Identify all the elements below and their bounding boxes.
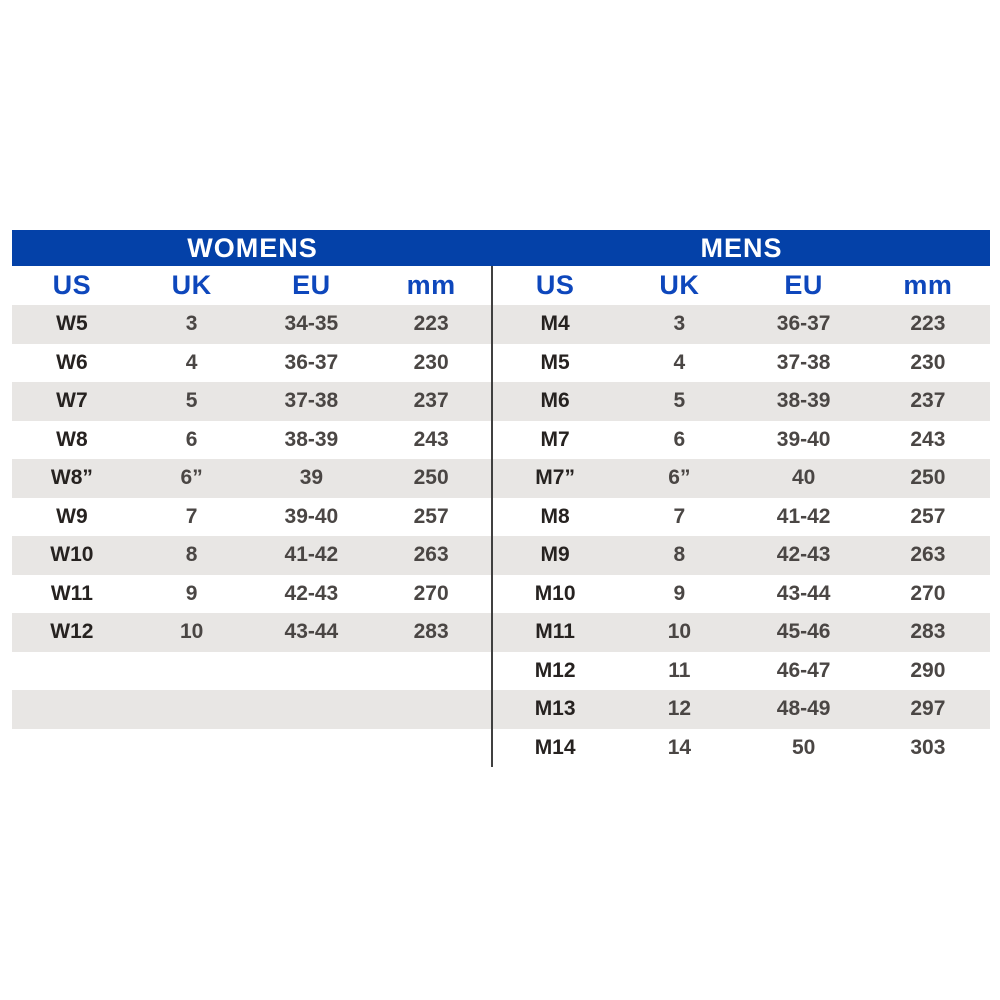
mm-cell: 230 bbox=[910, 350, 946, 374]
table-row bbox=[493, 652, 990, 691]
mm-cell: 237 bbox=[413, 389, 449, 413]
table-row bbox=[12, 652, 491, 691]
table-row bbox=[12, 498, 491, 537]
mm-cell: 270 bbox=[413, 581, 449, 605]
mm-cell: 230 bbox=[413, 350, 449, 374]
uk-size-cell: 14 bbox=[667, 735, 692, 759]
us-size-cell: M14 bbox=[534, 735, 576, 759]
table-row bbox=[493, 382, 990, 421]
uk-size-cell: 8 bbox=[673, 543, 686, 567]
mm-cell: 290 bbox=[910, 658, 946, 682]
eu-size-cell: 46-47 bbox=[776, 658, 831, 682]
mens-rows bbox=[493, 305, 990, 767]
uk-size-cell: 10 bbox=[667, 620, 692, 644]
uk-size-cell: 7 bbox=[185, 504, 198, 528]
table-row bbox=[493, 498, 990, 537]
us-size-cell: W11 bbox=[50, 581, 93, 605]
uk-size-cell: 6 bbox=[185, 427, 198, 451]
eu-size-cell: 38-39 bbox=[776, 389, 831, 413]
mm-cell: 237 bbox=[910, 389, 946, 413]
eu-size-cell: 37-38 bbox=[284, 389, 339, 413]
table-row bbox=[12, 690, 491, 729]
table-row bbox=[12, 421, 491, 460]
eu-size-cell: 42-43 bbox=[776, 543, 831, 567]
table-row bbox=[12, 305, 491, 344]
mm-cell: 283 bbox=[910, 620, 946, 644]
eu-size-cell: 39-40 bbox=[776, 427, 831, 451]
eu-size-cell: 38-39 bbox=[284, 427, 339, 451]
mm-cell: 297 bbox=[910, 697, 946, 721]
us-size-cell: W8” bbox=[50, 466, 93, 490]
us-size-cell: M6 bbox=[540, 389, 570, 413]
mens-column-headers bbox=[493, 266, 990, 305]
us-size-cell: M13 bbox=[534, 697, 576, 721]
us-size-cell: W9 bbox=[56, 504, 88, 528]
mm-cell: 270 bbox=[910, 581, 946, 605]
table-row bbox=[493, 536, 990, 575]
uk-size-cell: 6” bbox=[180, 466, 203, 490]
us-size-cell: M9 bbox=[540, 543, 570, 567]
us-size-cell: W5 bbox=[56, 312, 88, 336]
uk-size-cell: 7 bbox=[673, 504, 686, 528]
us-size-cell: M4 bbox=[540, 312, 570, 336]
table-row bbox=[12, 344, 491, 383]
mens-mm-header: mm bbox=[903, 270, 953, 300]
table-row bbox=[493, 421, 990, 460]
uk-size-cell: 4 bbox=[673, 350, 686, 374]
table-row bbox=[12, 613, 491, 652]
uk-size-cell: 11 bbox=[668, 658, 691, 682]
eu-size-cell: 36-37 bbox=[284, 350, 339, 374]
eu-size-cell: 41-42 bbox=[776, 504, 831, 528]
eu-size-cell: 45-46 bbox=[776, 620, 831, 644]
uk-size-cell: 9 bbox=[185, 581, 198, 605]
eu-size-cell: 37-38 bbox=[776, 350, 831, 374]
table-row bbox=[12, 729, 491, 768]
uk-size-cell: 10 bbox=[179, 620, 204, 644]
uk-size-cell: 5 bbox=[185, 389, 198, 413]
womens-eu-header: EU bbox=[292, 270, 331, 300]
eu-size-cell: 43-44 bbox=[776, 581, 831, 605]
eu-size-cell: 42-43 bbox=[284, 581, 339, 605]
table-row bbox=[493, 344, 990, 383]
mm-cell: 243 bbox=[413, 427, 449, 451]
eu-size-cell: 39 bbox=[299, 466, 324, 490]
mens-title: MENS bbox=[700, 232, 783, 263]
eu-size-cell: 48-49 bbox=[776, 697, 831, 721]
womens-uk-header: UK bbox=[171, 270, 212, 300]
table-row bbox=[493, 690, 990, 729]
mm-cell: 283 bbox=[413, 620, 449, 644]
table-row bbox=[12, 575, 491, 614]
us-size-cell: W7 bbox=[56, 389, 88, 413]
uk-size-cell: 3 bbox=[185, 312, 198, 336]
table-row bbox=[493, 575, 990, 614]
uk-size-cell: 6” bbox=[668, 466, 691, 490]
mens-eu-header: EU bbox=[784, 270, 823, 300]
mm-cell: 223 bbox=[910, 312, 946, 336]
mm-cell: 263 bbox=[910, 543, 946, 567]
womens-us-header: US bbox=[52, 270, 92, 300]
womens-rows bbox=[12, 305, 491, 767]
eu-size-cell: 40 bbox=[791, 466, 816, 490]
eu-size-cell: 39-40 bbox=[284, 504, 339, 528]
us-size-cell: W12 bbox=[50, 620, 94, 644]
table-row bbox=[12, 536, 491, 575]
us-size-cell: M11 bbox=[535, 620, 575, 644]
mm-cell: 250 bbox=[413, 466, 449, 490]
uk-size-cell: 8 bbox=[185, 543, 198, 567]
us-size-cell: M10 bbox=[534, 581, 576, 605]
eu-size-cell: 43-44 bbox=[284, 620, 339, 644]
mm-cell: 303 bbox=[910, 735, 946, 759]
us-size-cell: M5 bbox=[540, 350, 570, 374]
mens-us-header: US bbox=[535, 270, 575, 300]
mm-cell: 243 bbox=[910, 427, 946, 451]
uk-size-cell: 6 bbox=[673, 427, 686, 451]
mens-table bbox=[493, 266, 990, 767]
table-title-bar bbox=[12, 230, 990, 266]
eu-size-cell: 50 bbox=[791, 735, 816, 759]
eu-size-cell: 34-35 bbox=[284, 312, 339, 336]
us-size-cell: M12 bbox=[534, 658, 576, 682]
table-row bbox=[12, 382, 491, 421]
uk-size-cell: 9 bbox=[673, 581, 686, 605]
womens-table bbox=[12, 266, 491, 767]
uk-size-cell: 5 bbox=[673, 389, 686, 413]
womens-mm-header: mm bbox=[406, 270, 456, 300]
uk-size-cell: 4 bbox=[185, 350, 198, 374]
us-size-cell: M7” bbox=[535, 466, 575, 490]
uk-size-cell: 3 bbox=[673, 312, 686, 336]
mm-cell: 257 bbox=[413, 504, 449, 528]
table-row bbox=[493, 459, 990, 498]
us-size-cell: M8 bbox=[540, 504, 570, 528]
us-size-cell: M7 bbox=[540, 427, 570, 451]
womens-title: WOMENS bbox=[187, 232, 318, 263]
table-row bbox=[12, 459, 491, 498]
uk-size-cell: 12 bbox=[667, 697, 692, 721]
us-size-cell: W8 bbox=[56, 427, 88, 451]
eu-size-cell: 41-42 bbox=[284, 543, 339, 567]
us-size-cell: W10 bbox=[50, 543, 94, 567]
table-row bbox=[493, 305, 990, 344]
mm-cell: 223 bbox=[413, 312, 449, 336]
mm-cell: 263 bbox=[413, 543, 449, 567]
shoe-size-chart bbox=[12, 230, 990, 767]
mm-cell: 250 bbox=[910, 466, 946, 490]
table-row bbox=[493, 729, 990, 768]
table-body bbox=[12, 266, 990, 767]
mm-cell: 257 bbox=[910, 504, 946, 528]
womens-column-headers bbox=[12, 266, 491, 305]
table-row bbox=[493, 613, 990, 652]
eu-size-cell: 36-37 bbox=[776, 312, 831, 336]
mens-uk-header: UK bbox=[659, 270, 700, 300]
us-size-cell: W6 bbox=[56, 350, 88, 374]
